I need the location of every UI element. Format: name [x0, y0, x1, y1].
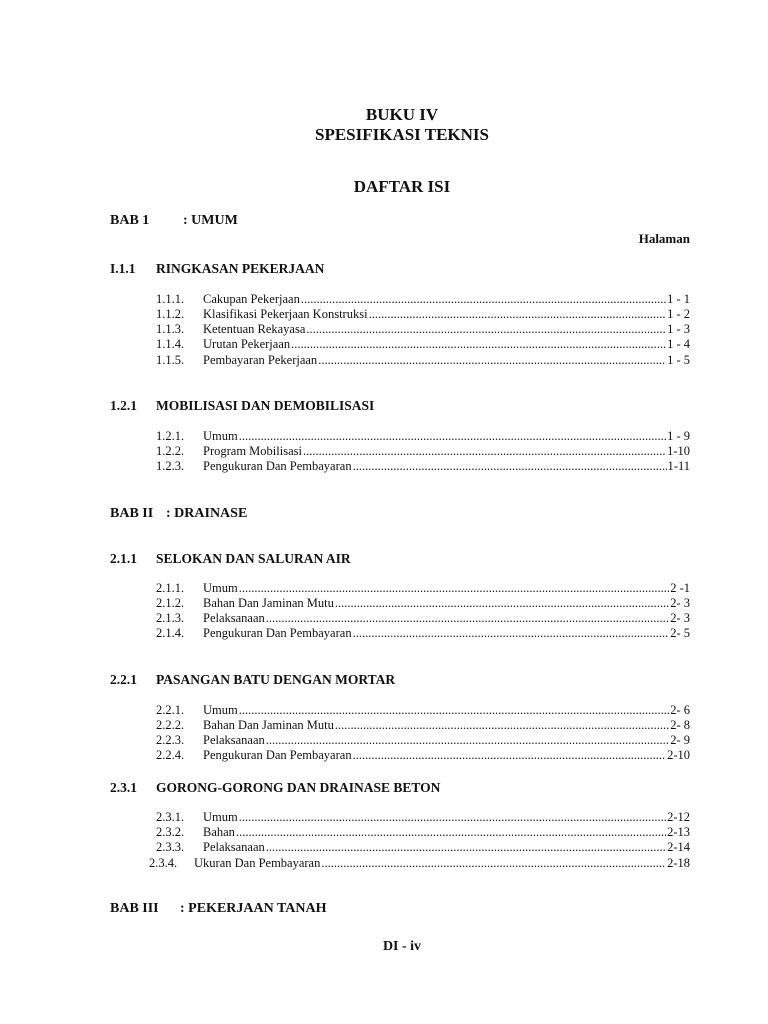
dot-leader	[301, 292, 666, 307]
dot-leader	[239, 810, 666, 825]
entry-page: 2-12	[667, 810, 690, 824]
entry-number: 1.1.4.	[156, 337, 185, 351]
entry-number: 1.1.3.	[156, 322, 185, 336]
entry-title: Cakupan Pekerjaan	[203, 292, 300, 306]
entry-page: 2- 3	[670, 611, 690, 625]
entry-number: 2.3.2.	[156, 825, 185, 839]
entry-title: Umum	[203, 581, 238, 595]
section-title: RINGKASAN PEKERJAAN	[156, 261, 325, 276]
bab3-title: : PEKERJAAN TANAH	[180, 901, 327, 916]
entry-title: Bahan Dan Jaminan Mutu	[203, 718, 334, 732]
entry-number: 2.3.4.	[149, 856, 178, 870]
toc-entry[interactable]	[156, 581, 690, 596]
entry-page: 2- 3	[670, 596, 690, 610]
dot-leader	[369, 307, 667, 322]
section-number: 2.3.1	[110, 780, 137, 795]
entry-title: Program Mobilisasi	[203, 444, 302, 458]
entry-number: 1.2.2.	[156, 444, 185, 458]
toc-entry[interactable]	[156, 429, 690, 444]
entry-number: 2.3.3.	[156, 840, 185, 854]
toc-entry[interactable]	[156, 840, 690, 855]
entry-page: 1-10	[667, 444, 690, 458]
entry-page: 1 - 2	[667, 307, 690, 321]
dot-leader	[266, 611, 669, 626]
book-title: BUKU IV	[365, 105, 439, 124]
entry-page: 2-14	[667, 840, 690, 854]
section-title: MOBILISASI DAN DEMOBILISASI	[156, 398, 375, 413]
entry-title: Bahan Dan Jaminan Mutu	[203, 596, 334, 610]
entry-title: Pengukuran Dan Pembayaran	[203, 748, 352, 762]
dot-leader	[266, 840, 666, 855]
entry-number: 1.1.2.	[156, 307, 185, 321]
entry-title: Ukuran Dan Pembayaran	[194, 856, 321, 870]
entry-page: 2 -1	[670, 581, 690, 595]
dot-leader	[239, 581, 669, 596]
section-title: PASANGAN BATU DENGAN MORTAR	[156, 672, 396, 687]
toc-entry[interactable]	[156, 337, 690, 352]
toc-entry[interactable]	[156, 459, 690, 474]
section-number: 2.1.1	[110, 551, 137, 566]
dot-leader	[291, 337, 666, 352]
toc-entry[interactable]	[156, 733, 690, 748]
entry-title: Bahan	[203, 825, 235, 839]
dot-leader	[303, 444, 666, 459]
entry-number: 2.1.2.	[156, 596, 185, 610]
dot-leader	[353, 459, 667, 474]
bab3-label: BAB III	[110, 901, 159, 916]
entry-page: 2-13	[667, 825, 690, 839]
toc-entry[interactable]	[156, 322, 690, 337]
bab1-title: : UMUM	[183, 213, 238, 228]
dot-leader	[318, 353, 666, 368]
bab1-label: BAB 1	[110, 213, 150, 228]
toc-entry[interactable]	[156, 748, 690, 763]
entry-title: Klasifikasi Pekerjaan Konstruksi	[203, 307, 368, 321]
entry-number: 2.2.2.	[156, 718, 185, 732]
toc-entry[interactable]	[156, 292, 690, 307]
entry-title: Pembayaran Pekerjaan	[203, 353, 318, 367]
entry-page: 2-10	[667, 748, 690, 762]
entry-number: 2.2.3.	[156, 733, 185, 747]
entry-title: Pelaksanaan	[203, 611, 265, 625]
toc-entry[interactable]	[156, 444, 690, 459]
entry-page: 2- 8	[670, 718, 690, 732]
entry-page: 1 - 5	[667, 353, 690, 367]
bab2-title: : DRAINASE	[166, 506, 248, 521]
dot-leader	[335, 718, 669, 733]
entry-page: 1 - 3	[667, 322, 690, 336]
page-number: DI - iv	[382, 939, 422, 954]
entry-page: 2- 6	[670, 703, 690, 717]
entry-title: Pengukuran Dan Pembayaran	[203, 626, 352, 640]
entry-title: Umum	[203, 703, 238, 717]
entry-page: 1 - 4	[667, 337, 690, 351]
dot-leader	[236, 825, 666, 840]
toc-entry[interactable]	[149, 856, 690, 871]
entry-page: 2- 9	[670, 733, 690, 747]
entry-page: 1 - 9	[667, 429, 690, 443]
entry-title: Pelaksanaan	[203, 840, 265, 854]
dot-leader	[266, 733, 669, 748]
entry-number: 2.2.4.	[156, 748, 185, 762]
section-number: I.1.1	[110, 261, 136, 276]
entry-page: 2-18	[667, 856, 690, 870]
entry-number: 2.1.4.	[156, 626, 185, 640]
entry-title: Umum	[203, 429, 238, 443]
dot-leader	[306, 322, 666, 337]
toc-entry[interactable]	[156, 596, 690, 611]
entry-number: 1.1.1.	[156, 292, 185, 306]
section-title: GORONG-GORONG DAN DRAINASE BETON	[156, 780, 441, 795]
document-title: SPESIFIKASI TEKNIS	[314, 125, 489, 144]
section-number: 1.2.1	[110, 398, 137, 413]
toc-entry[interactable]	[156, 718, 690, 733]
section-number: 2.2.1	[110, 672, 137, 687]
entry-page: 1-11	[667, 459, 690, 473]
toc-entry[interactable]	[156, 353, 690, 368]
halaman-label: Halaman	[638, 231, 690, 246]
toc-entry[interactable]	[156, 703, 690, 718]
toc-entry[interactable]	[156, 307, 690, 322]
entry-page: 1 - 1	[667, 292, 690, 306]
entry-page: 2- 5	[670, 626, 690, 640]
entry-number: 2.1.3.	[156, 611, 185, 625]
dot-leader	[239, 429, 666, 444]
toc-entry[interactable]	[156, 611, 690, 626]
toc-entry[interactable]	[156, 810, 690, 825]
dot-leader	[353, 748, 667, 763]
dot-leader	[239, 703, 669, 718]
entry-number: 2.3.1.	[156, 810, 185, 824]
entry-number: 2.1.1.	[156, 581, 185, 595]
entry-title: Pelaksanaan	[203, 733, 265, 747]
entry-number: 2.2.1.	[156, 703, 185, 717]
toc-entry[interactable]	[156, 626, 690, 641]
entry-number: 1.1.5.	[156, 353, 185, 367]
entry-title: Urutan Pekerjaan	[203, 337, 291, 351]
section-title: SELOKAN DAN SALURAN AIR	[156, 551, 351, 566]
entry-title: Ketentuan Rekayasa	[203, 322, 306, 336]
dot-leader	[321, 856, 666, 871]
toc-entry[interactable]	[156, 825, 690, 840]
entry-number: 1.2.3.	[156, 459, 185, 473]
entry-title: Pengukuran Dan Pembayaran	[203, 459, 352, 473]
dot-leader	[353, 626, 670, 641]
dot-leader	[335, 596, 669, 611]
toc-heading: DAFTAR ISI	[353, 177, 451, 196]
bab2-label: BAB II	[110, 506, 154, 521]
entry-number: 1.2.1.	[156, 429, 185, 443]
entry-title: Umum	[203, 810, 238, 824]
